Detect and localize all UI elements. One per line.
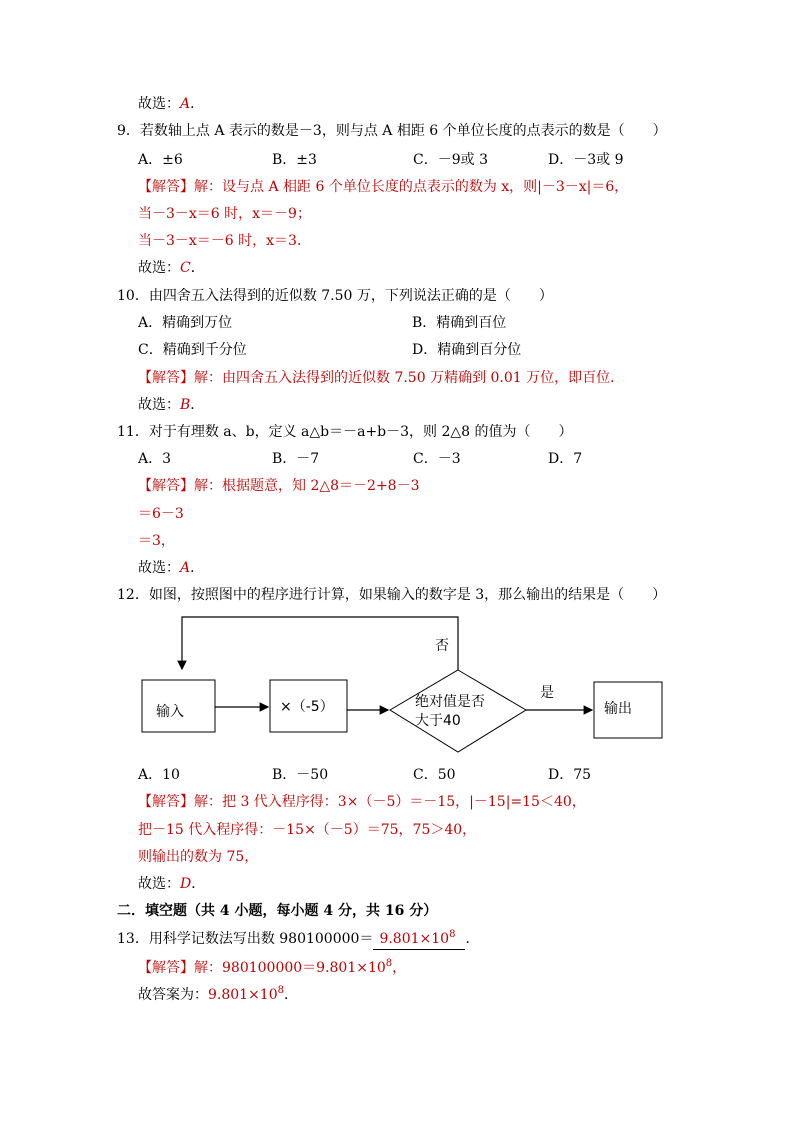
- q11-solution-2: ＝6－3: [138, 506, 184, 522]
- q10-option-c: C．精确到千分位: [138, 342, 247, 358]
- condition-label-2: 大于40: [415, 713, 461, 729]
- prev-select-line: 故选：A．: [138, 96, 205, 112]
- q9-solution-2: 当－3－x＝6 时，x＝－9；: [138, 206, 311, 222]
- q12-option-d: D．75: [548, 767, 592, 783]
- q13-solution-1: 【解答】解：$980100000=9.801\times 10^8$，: [138, 958, 407, 976]
- q13-answer-blank: $9.801\times 10^8$: [373, 929, 465, 950]
- q9-option-a: A．±6: [138, 152, 183, 168]
- loop-arrow: [182, 617, 458, 670]
- q10-option-b: B．精确到百位: [412, 315, 507, 331]
- q9-option-b: B．±3: [272, 152, 317, 168]
- q11-option-a: A．3: [138, 451, 172, 467]
- q10-select-line: 故选：B．: [138, 397, 205, 413]
- multiply-label: ×（-5）: [280, 699, 334, 715]
- q13-final-line: 故答案为：$9.801\times 10^8$．: [138, 985, 298, 1003]
- q12-option-a: A．10: [138, 767, 180, 783]
- q12-flowchart: [130, 612, 690, 762]
- input-label: 输入: [156, 704, 184, 720]
- q11-solution-1: 【解答】解：根据题意，知 2△8＝－2+8－3: [138, 478, 420, 494]
- yes-label: 是: [540, 685, 554, 701]
- q11-select-line: 故选：A．: [138, 560, 205, 576]
- q10-option-a: A．精确到万位: [138, 315, 233, 331]
- q11-stem: 11．对于有理数 a、b，定义 a△b＝－a+b－3，则 2△8 的值为（ ）: [117, 424, 573, 440]
- q10-option-d: D．精确到百分位: [412, 342, 522, 358]
- condition-diamond: [390, 670, 526, 752]
- q9-option-c: C．－9或 3: [413, 152, 488, 168]
- q12-solution-3: 则输出的数为 75，: [138, 849, 259, 865]
- q11-solution-3: ＝3，: [138, 533, 175, 549]
- q11-option-b: B．－7: [272, 451, 320, 467]
- q9-option-d: D．－3或 9: [548, 152, 624, 168]
- q9-solution-1: 【解答】解：设与点 A 相距 6 个单位长度的点表示的数为 x，则|－3－x|＝6，: [138, 179, 629, 195]
- q9-stem: 9．若数轴上点 A 表示的数是－3，则与点 A 相距 6 个单位长度的点表示的数是（ ）: [117, 123, 667, 139]
- q9-select-line: 故选：C．: [138, 260, 205, 276]
- q10-stem: 10．由四舍五入法得到的近似数 7.50 万，下列说法正确的是（ ）: [117, 288, 553, 304]
- q11-option-d: D．7: [548, 451, 583, 467]
- q9-solution-3: 当－3－x＝－6 时，x＝3．: [138, 233, 311, 249]
- q13-stem: 13．用科学记数法写出数 $980100000= 9.801\times 10^8$ ．: [117, 929, 479, 950]
- q12-option-b: B．－50: [272, 767, 329, 783]
- section-title: 二．填空题（共 4 小题，每小题 4 分，共 16 分）: [117, 903, 438, 919]
- q12-solution-1: 【解答】解：把 3 代入程序得：3×（－5）＝－15，|－15|=15＜40，: [138, 794, 586, 810]
- q11-option-c: C．－3: [413, 451, 461, 467]
- q12-select-line: 故选：D．: [138, 876, 206, 892]
- q12-solution-2: 把－15 代入程序得：－15×（－5）＝75，75＞40，: [138, 822, 477, 838]
- q12-option-c: C．50: [413, 767, 456, 783]
- q10-solution-1: 【解答】解：由四舍五入法得到的近似数 7.50 万精确到 0.01 万位，即百位．: [138, 370, 625, 386]
- output-label: 输出: [604, 701, 632, 717]
- no-label: 否: [435, 638, 449, 654]
- condition-label-1: 绝对值是否: [415, 694, 485, 710]
- q12-stem: 12．如图，按照图中的程序进行计算，如果输入的数字是 3，那么输出的结果是（ ）: [117, 587, 667, 603]
